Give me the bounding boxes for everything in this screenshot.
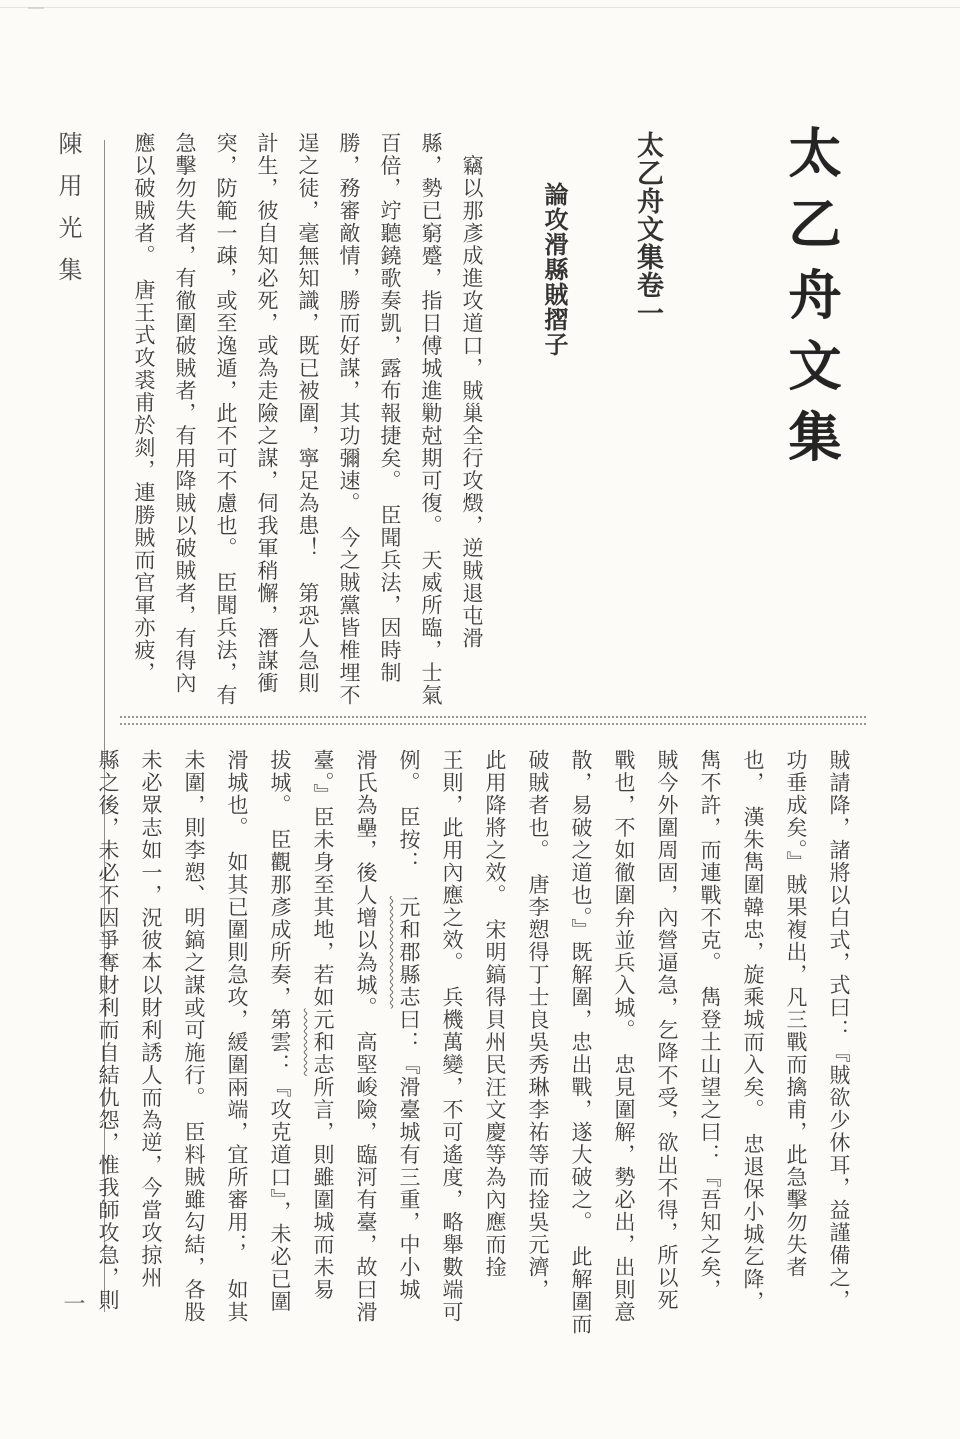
text-column: 突，防範一疎，或至逸遁，此不可不慮也。 臣聞兵法，有 — [214, 132, 238, 707]
text-column: 竊以那彥成進攻道口，賊巢全行攻燬，逆賊退屯滑 — [460, 132, 484, 650]
essay-title: 論攻滑縣賊摺子 — [540, 182, 566, 357]
text-column: 也， 漢朱雋圍韓忠，旋乘城而入矣。 忠退保小城乞降， — [741, 749, 765, 1313]
text-column: 功垂成矣。』賊果複出，凡三戰而擒甫，此急擊勿失者 — [784, 749, 808, 1279]
scan-edge-artifact — [0, 7, 960, 8]
text-segment: 臺。』臣未身至其地，若如 — [311, 749, 335, 1009]
text-column: 散，易破之道也。』既解圍，忠出戰，遂大破之。 此解圍而 — [569, 749, 593, 1336]
text-column: 戰也，不如徹圍弁並兵入城。 忠見圍解，勢必出，出則意 — [612, 749, 636, 1324]
spine-label: 陳用光集 — [54, 131, 80, 299]
text-column: 計生，彼自知必死，或為走險之謀，伺我軍稍懈，潛謀衝 — [255, 132, 279, 695]
text-column: 雋不許，而連戰不克。 雋登土山望之曰：『吾知之矣， — [698, 749, 722, 1301]
text-column: 百倍，竚聽鐃歌奏凱，露布報捷矣。 臣聞兵法，因時制 — [378, 132, 402, 684]
text-column: 破賊者也。 唐李愬得丁士良吳秀琳李祐等而捦吳元濟， — [526, 749, 550, 1301]
text-column: 王則，此用內應之效。 兵機萬變，不可遙度，略舉數端可 — [440, 749, 464, 1324]
text-column: 縣，勢已窮蹙，指日傅城進勦尅期可復。 天威所臨，士氣 — [419, 132, 443, 707]
text-column: 未圍，則李愬、明鎬之謀或可施行。 臣料賊雖勾結，各股 — [182, 749, 206, 1324]
text-column: 應以破賊者。 唐王式攻裘甫於剡，連勝賊而官軍亦疲， — [132, 132, 156, 684]
text-column: 賊今外圍周固，內營逼急，乞降不受，欲出不得，所以死 — [655, 749, 679, 1312]
text-column: 滑城也。 如其已圍則急攻，緩圍兩端，宜所審用； 如其 — [225, 749, 249, 1324]
upper-text-block — [123, 125, 848, 743]
text-column: 未必眾志如一，況彼本以財利誘人而為逆，今當攻掠州 — [139, 749, 163, 1289]
scan-speck-artifact — [28, 7, 44, 9]
text-column — [387, 749, 430, 1371]
lower-text-block — [86, 749, 860, 1371]
text-column: 滑氏為壘，後人增以為城。 高堅峻險，臨河有臺，故曰滑 — [354, 749, 378, 1324]
text-segment: 例。 臣按： — [397, 749, 421, 896]
text-column: 勝，務審敵情，勝而好謀，其功彌速。 今之賊黨皆椎埋不 — [337, 132, 361, 707]
text-column: 拔城。 臣觀那彥成所奏，第雲：『攻克道口』，未必已圍 — [268, 749, 292, 1313]
text-column: 逞之徒，毫無知識，既已被圍，寧足為患！ 第恐人急則 — [296, 132, 320, 695]
volume-title: 太乙舟文集卷一 — [633, 131, 663, 327]
text-column: 此用降將之效。 宋明鎬得貝州民汪文慶等為內應而捦 — [483, 749, 507, 1279]
text-segment: 所言，則雖圍城而未易 — [311, 1076, 335, 1301]
text-column: 縣之後，未必不因爭奪財利而自結仇怨，惟我師攻急，則 — [96, 749, 120, 1312]
text-segment: 曰：『滑臺城有三重，中小城 — [397, 1008, 421, 1301]
text-column: 賊請降，諸將以白式，式曰：『賊欲少休耳，益謹備之， — [827, 749, 851, 1312]
dotted-divider — [120, 716, 866, 725]
page-number: 一 — [61, 1292, 86, 1314]
book-title-mark: 元和郡縣志 — [397, 896, 421, 1009]
text-column — [301, 749, 344, 1371]
text-column: 急擊勿失者，有徹圍破賊者，有用降賊以破賊者，有得內 — [173, 132, 197, 695]
book-title-mark: 元和志 — [311, 1008, 335, 1076]
book-title: 太乙舟文集 — [781, 125, 839, 480]
